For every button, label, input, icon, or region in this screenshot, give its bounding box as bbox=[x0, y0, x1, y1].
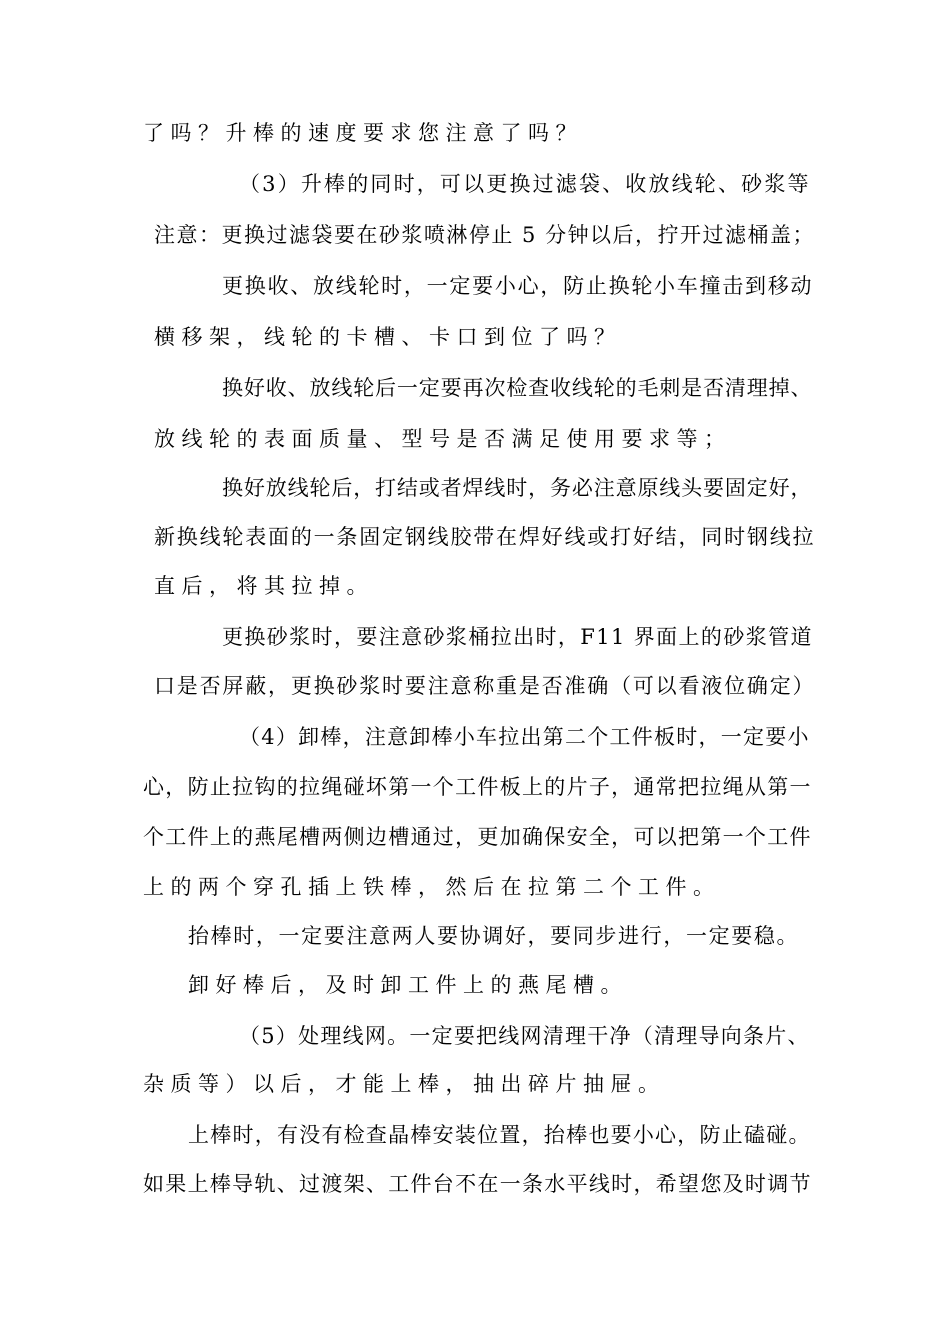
text-line: 卸好棒后，及时卸工件上的燕尾槽。 bbox=[188, 973, 628, 997]
text-line: （5）处理线网。一定要把线网清理干净（清理导向条片、 bbox=[239, 1024, 810, 1048]
text-line: 上的两个穿孔插上铁棒，然后在拉第二个工件。 bbox=[143, 875, 721, 899]
text-line: 更换收、放线轮时，一定要小心，防止换轮小车撞击到移动 bbox=[222, 274, 814, 298]
text-line: 换好收、放线轮后一定要再次检查收线轮的毛刺是否清理掉、 bbox=[222, 376, 813, 400]
text-line: 上棒时，有没有检查晶棒安装位置，抬棒也要小心，防止磕碰。 bbox=[188, 1123, 811, 1147]
text-line: （3）升棒的同时，可以更换过滤袋、收放线轮、砂浆等 bbox=[239, 172, 811, 196]
text-line: 杂质等）以后，才能上棒，抽出碎片抽屉。 bbox=[143, 1072, 666, 1096]
text-line: 横移架，线轮的卡槽、卡口到位了吗？ bbox=[154, 325, 622, 349]
text-line: 注意：更换过滤袋要在砂浆喷淋停止 5 分钟以后，拧开过滤桶盖； bbox=[154, 223, 815, 247]
text-line: 如果上棒导轨、过渡架、工件台不在一条水平线时，希望您及时调节 bbox=[143, 1172, 812, 1196]
text-line: 换好放线轮后，打结或者焊线时，务必注意原线头要固定好， bbox=[222, 476, 813, 500]
text-line: 口是否屏蔽，更换砂浆时要注意称重是否准确（可以看液位确定） bbox=[154, 674, 816, 698]
text-line: 直后，将其拉掉。 bbox=[154, 574, 374, 598]
text-line: 更换砂浆时，要注意砂浆桶拉出时，F11 界面上的砂浆管道 bbox=[222, 625, 813, 649]
text-line: 心，防止拉钩的拉绳碰坏第一个工件板上的片子，通常把拉绳从第一 bbox=[143, 775, 812, 799]
text-line: 新换线轮表面的一条固定钢线胶带在焊好线或打好结，同时钢线拉 bbox=[154, 525, 816, 549]
text-line: （4）卸棒，注意卸棒小车拉出第二个工件板时，一定要小 bbox=[239, 725, 810, 749]
text-line: 抬棒时，一定要注意两人要协调好，要同步进行，一定要稳。 bbox=[188, 924, 800, 948]
text-line: 了吗？升棒的速度要求您注意了吗？ bbox=[143, 121, 583, 145]
text-line: 个工件上的燕尾槽两侧边槽通过，更加确保安全，可以把第一个工件 bbox=[143, 825, 812, 849]
text-line: 放线轮的表面质量、型号是否满足使用要求等； bbox=[154, 427, 732, 451]
